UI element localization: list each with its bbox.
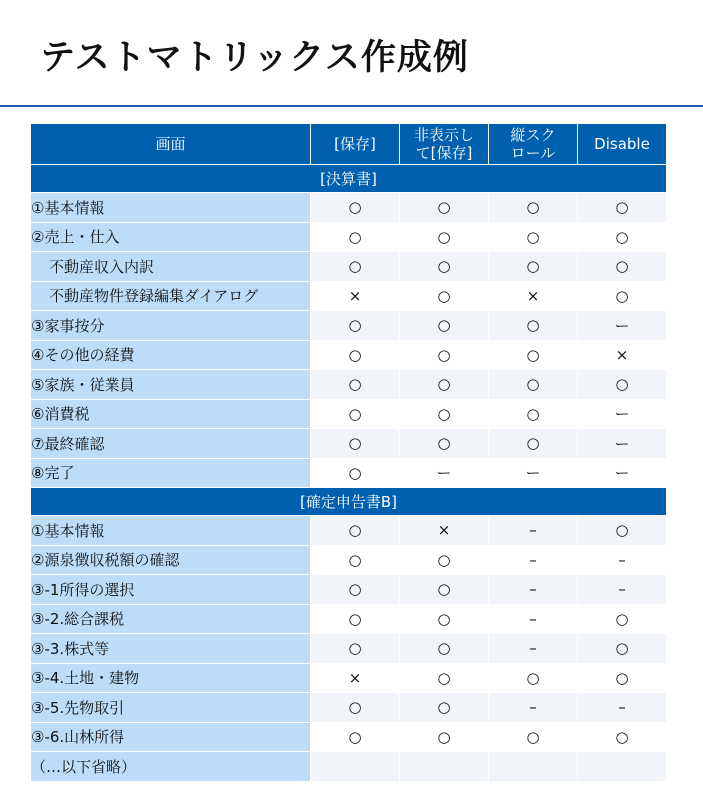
screen-name-cell: 不動産物件登録編集ダイアログ <box>31 281 311 311</box>
result-cell: ○ <box>311 458 400 488</box>
result-cell: × <box>311 663 400 693</box>
result-cell: ○ <box>400 311 489 341</box>
header-row <box>31 124 667 165</box>
test-matrix-table <box>30 123 667 782</box>
result-cell: ○ <box>311 429 400 459</box>
result-cell: ○ <box>400 604 489 634</box>
screen-name-cell: ④その他の経費 <box>31 340 311 370</box>
table-row <box>31 370 667 400</box>
result-cell: ○ <box>311 222 400 252</box>
table-row <box>31 222 667 252</box>
header-screen: 画面 <box>31 124 311 165</box>
result-cell: ○ <box>489 429 578 459</box>
table-row <box>31 545 667 575</box>
result-cell: ○ <box>489 722 578 752</box>
table-row <box>31 752 667 782</box>
screen-name-cell: ②源泉徴収税額の確認 <box>31 545 311 575</box>
screen-name-cell: ③-2.総合課税 <box>31 604 311 634</box>
result-cell: ○ <box>489 311 578 341</box>
result-cell: ○ <box>578 370 667 400</box>
result-cell: ー <box>578 458 667 488</box>
result-cell: – <box>578 575 667 605</box>
table-row <box>31 340 667 370</box>
table-row <box>31 604 667 634</box>
result-cell: ○ <box>400 193 489 223</box>
result-cell: ○ <box>400 722 489 752</box>
header-disable: Disable <box>578 124 667 165</box>
screen-name-cell: ②売上・仕入 <box>31 222 311 252</box>
result-cell: ○ <box>578 722 667 752</box>
table-row <box>31 252 667 282</box>
result-cell: ○ <box>400 340 489 370</box>
screen-name-cell: 不動産収入内訳 <box>31 252 311 282</box>
table-row <box>31 458 667 488</box>
result-cell: ○ <box>578 281 667 311</box>
table-row <box>31 516 667 546</box>
section-label: [決算書] <box>31 165 667 193</box>
header-save: [保存] <box>311 124 400 165</box>
screen-name-cell: ③家事按分 <box>31 311 311 341</box>
result-cell: – <box>489 516 578 546</box>
screen-name-cell: ⑤家族・従業員 <box>31 370 311 400</box>
result-cell: – <box>489 545 578 575</box>
screen-name-cell: ③-3.株式等 <box>31 634 311 664</box>
result-cell: × <box>311 281 400 311</box>
table-row <box>31 722 667 752</box>
screen-name-cell: （…以下省略） <box>31 752 311 782</box>
table-row <box>31 693 667 723</box>
result-cell: ○ <box>311 693 400 723</box>
result-cell: ○ <box>578 663 667 693</box>
result-cell: × <box>578 340 667 370</box>
result-cell: ○ <box>311 311 400 341</box>
table-row <box>31 575 667 605</box>
result-cell: ○ <box>400 370 489 400</box>
result-cell <box>311 752 400 782</box>
screen-name-cell: ③-4.土地・建物 <box>31 663 311 693</box>
result-cell: ○ <box>578 634 667 664</box>
result-cell: ○ <box>489 340 578 370</box>
screen-name-cell: ③-1所得の選択 <box>31 575 311 605</box>
result-cell: ○ <box>311 399 400 429</box>
header-vscroll-line1: 縦スク <box>510 126 556 144</box>
result-cell: ○ <box>400 693 489 723</box>
result-cell: ○ <box>578 604 667 634</box>
section-label: [確定申告書B] <box>31 488 667 516</box>
result-cell <box>489 752 578 782</box>
section-row <box>31 165 667 193</box>
screen-name-cell: ⑧完了 <box>31 458 311 488</box>
table-row <box>31 311 667 341</box>
title-divider <box>0 105 703 107</box>
result-cell: – <box>489 693 578 723</box>
result-cell <box>400 752 489 782</box>
header-vscroll <box>489 124 578 165</box>
result-cell: ○ <box>400 634 489 664</box>
result-cell: ー <box>400 458 489 488</box>
result-cell: ○ <box>489 370 578 400</box>
result-cell: ○ <box>489 663 578 693</box>
result-cell: ○ <box>311 193 400 223</box>
result-cell: ○ <box>400 252 489 282</box>
screen-name-cell: ①基本情報 <box>31 193 311 223</box>
header-vscroll-line2: ロール <box>510 144 556 162</box>
result-cell: ○ <box>489 399 578 429</box>
result-cell: ○ <box>311 545 400 575</box>
result-cell: ○ <box>400 399 489 429</box>
result-cell: × <box>400 516 489 546</box>
header-hide-save <box>400 124 489 165</box>
result-cell: ー <box>578 311 667 341</box>
section-row <box>31 488 667 516</box>
result-cell: ○ <box>311 516 400 546</box>
result-cell: – <box>578 693 667 723</box>
screen-name-cell: ⑦最終確認 <box>31 429 311 459</box>
page-title: テストマトリックス作成例 <box>40 38 469 78</box>
header-hide-save-line1: 非表示し <box>413 126 474 144</box>
result-cell: – <box>489 604 578 634</box>
result-cell: ○ <box>489 222 578 252</box>
result-cell: ○ <box>311 252 400 282</box>
screen-name-cell: ⑥消費税 <box>31 399 311 429</box>
matrix-body <box>31 165 667 782</box>
result-cell: ○ <box>311 722 400 752</box>
result-cell: ○ <box>400 429 489 459</box>
result-cell: ○ <box>578 193 667 223</box>
result-cell: ○ <box>578 516 667 546</box>
result-cell: ○ <box>311 634 400 664</box>
result-cell: ー <box>578 399 667 429</box>
table-row <box>31 193 667 223</box>
table-row <box>31 281 667 311</box>
table-row <box>31 429 667 459</box>
result-cell: – <box>578 545 667 575</box>
result-cell: ○ <box>400 222 489 252</box>
screen-name-cell: ①基本情報 <box>31 516 311 546</box>
result-cell: ○ <box>311 340 400 370</box>
result-cell: ○ <box>578 222 667 252</box>
result-cell: ○ <box>400 281 489 311</box>
table-row <box>31 663 667 693</box>
result-cell: ー <box>578 429 667 459</box>
result-cell: ○ <box>311 604 400 634</box>
header-hide-save-line2: て[保存] <box>415 144 473 162</box>
result-cell: ○ <box>489 193 578 223</box>
result-cell: ○ <box>400 663 489 693</box>
result-cell: ○ <box>311 370 400 400</box>
result-cell: ○ <box>400 545 489 575</box>
result-cell: – <box>489 634 578 664</box>
result-cell: × <box>489 281 578 311</box>
result-cell: – <box>489 575 578 605</box>
table-row <box>31 399 667 429</box>
result-cell: ○ <box>400 575 489 605</box>
result-cell: ー <box>489 458 578 488</box>
screen-name-cell: ③-6.山林所得 <box>31 722 311 752</box>
result-cell: ○ <box>311 575 400 605</box>
table-row <box>31 634 667 664</box>
screen-name-cell: ③-5.先物取引 <box>31 693 311 723</box>
result-cell: ○ <box>578 252 667 282</box>
result-cell: ○ <box>489 252 578 282</box>
result-cell <box>578 752 667 782</box>
